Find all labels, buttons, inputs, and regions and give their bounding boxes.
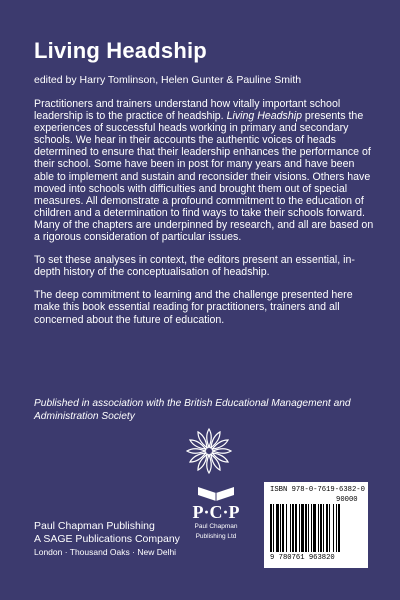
barcode-bars — [270, 504, 362, 552]
pcp-logo-mark: P·C·P — [192, 502, 240, 522]
isbn-barcode — [264, 482, 368, 568]
flower-rosette-icon — [184, 426, 234, 476]
editors-line: edited by Harry Tomlinson, Helen Gunter & Pauline Smith — [34, 74, 302, 86]
publisher-name: Paul Chapman Publishing — [34, 520, 155, 532]
blurb — [34, 98, 374, 337]
pcp-logo-subtitle-1: Paul Chapman — [194, 523, 238, 530]
association-note: Published in association with the British Educational Management and Administration Society — [34, 398, 351, 422]
blurb-paragraph-1: Practitioners and trainers understand how vitally important school leadership is to the practice of headship. Living Headship presents the experiences of successful heads working in primary and secondary schools. We hear in their accounts the authentic voices of heads determined to ensure that their leadership enhances the performance of their school. Some have been in post for many years and have been able to implement and sustain and reconsider their visions. Others have moved into schools with difficulties and brought them out of special measures. All demonstrate a profound commitment to the education of children and a determination to find ways to take their schools forward. Many of the chapters are underpinned by research, and all are based on a rigorous consideration of particular issues. — [34, 98, 374, 244]
pcp-logo-subtitle-2: Publishing Ltd — [195, 532, 237, 540]
barcode-digits: 9 780761 963820 — [270, 554, 335, 562]
publisher-block — [34, 520, 180, 559]
publisher-company: A SAGE Publications Company — [34, 533, 180, 545]
publisher-locations: London · Thousand Oaks · New Delhi — [34, 547, 177, 557]
isbn-text: ISBN 978-0-7619-6382-0 — [270, 486, 365, 494]
blurb-paragraph-2: To set these analyses in context, the editors present an essential, in-depth history of the conceptualisation of headship. — [34, 254, 355, 279]
price-code: 90000 — [336, 496, 358, 504]
book-pcp-logo-icon — [194, 485, 238, 503]
book-title-italic: Living Headship — [226, 110, 302, 123]
pcp-publisher-logo — [186, 485, 246, 557]
book-title: Living Headship — [34, 38, 207, 63]
blurb-paragraph-3: The deep commitment to learning and the challenge presented here make this book essential reading for practitioners, trainers and all concerned about the future of education. — [34, 289, 353, 326]
